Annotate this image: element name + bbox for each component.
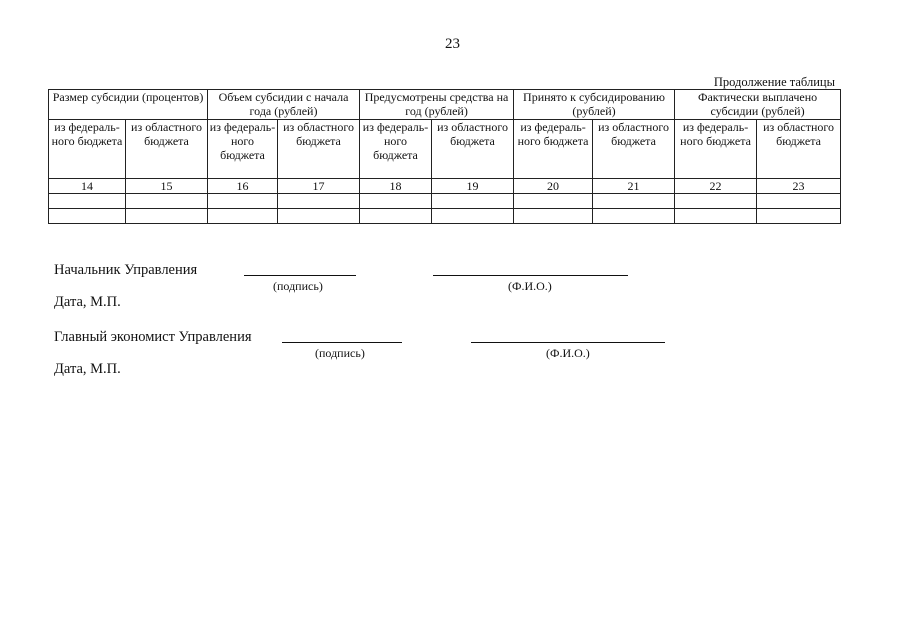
economist-signature-line [282, 342, 402, 343]
column-number: 17 [278, 179, 360, 194]
column-number: 15 [126, 179, 208, 194]
sub-header-regional: из областного бюджета [432, 120, 514, 179]
column-number: 14 [49, 179, 126, 194]
column-number: 19 [432, 179, 514, 194]
sub-header-federal: из федераль-ного бюджета [514, 120, 593, 179]
group-header: Принято к субсидированию (рублей) [514, 90, 675, 120]
continuation-label: Продолжение таблицы [713, 75, 835, 89]
head-signature-caption: (подпись) [273, 279, 323, 293]
economist-name-line [471, 342, 665, 343]
group-header: Объем субсидии с начала года (рублей) [208, 90, 360, 120]
page-number: 23 [445, 36, 460, 52]
economist-title: Главный экономист Управления [54, 329, 252, 345]
sub-header-regional: из областного бюджета [126, 120, 208, 179]
sub-header-federal: из федераль-ного бюджета [360, 120, 432, 179]
column-number: 22 [675, 179, 757, 194]
subsidy-table [48, 89, 841, 224]
sub-header-federal: из федераль-ного бюджета [49, 120, 126, 179]
head-name-line [433, 275, 628, 276]
column-number-row [49, 179, 841, 194]
head-date-label: Дата, М.П. [54, 294, 121, 310]
sub-header-regional: из областного бюджета [757, 120, 841, 179]
head-signature-line [244, 275, 356, 276]
table-row [49, 209, 841, 224]
sub-header-regional: из областного бюджета [593, 120, 675, 179]
column-number: 20 [514, 179, 593, 194]
sub-header-regional: из областного бюджета [278, 120, 360, 179]
economist-date-label: Дата, М.П. [54, 361, 121, 377]
group-header: Размер субсидии (процентов) [49, 90, 208, 120]
column-number: 23 [757, 179, 841, 194]
sub-header-row [49, 120, 841, 179]
column-number: 18 [360, 179, 432, 194]
economist-name-caption: (Ф.И.О.) [546, 346, 590, 360]
head-name-caption: (Ф.И.О.) [508, 279, 552, 293]
economist-signature-caption: (подпись) [315, 346, 365, 360]
column-number: 21 [593, 179, 675, 194]
column-number: 16 [208, 179, 278, 194]
group-header: Предусмотрены средства на год (рублей) [360, 90, 514, 120]
sub-header-federal: из федераль-ного бюджета [675, 120, 757, 179]
group-header-row [49, 90, 841, 120]
sub-header-federal: из федераль-ного бюджета [208, 120, 278, 179]
head-title: Начальник Управления [54, 262, 198, 278]
group-header: Фактически выплачено субсидии (рублей) [675, 90, 841, 120]
table-row [49, 194, 841, 209]
